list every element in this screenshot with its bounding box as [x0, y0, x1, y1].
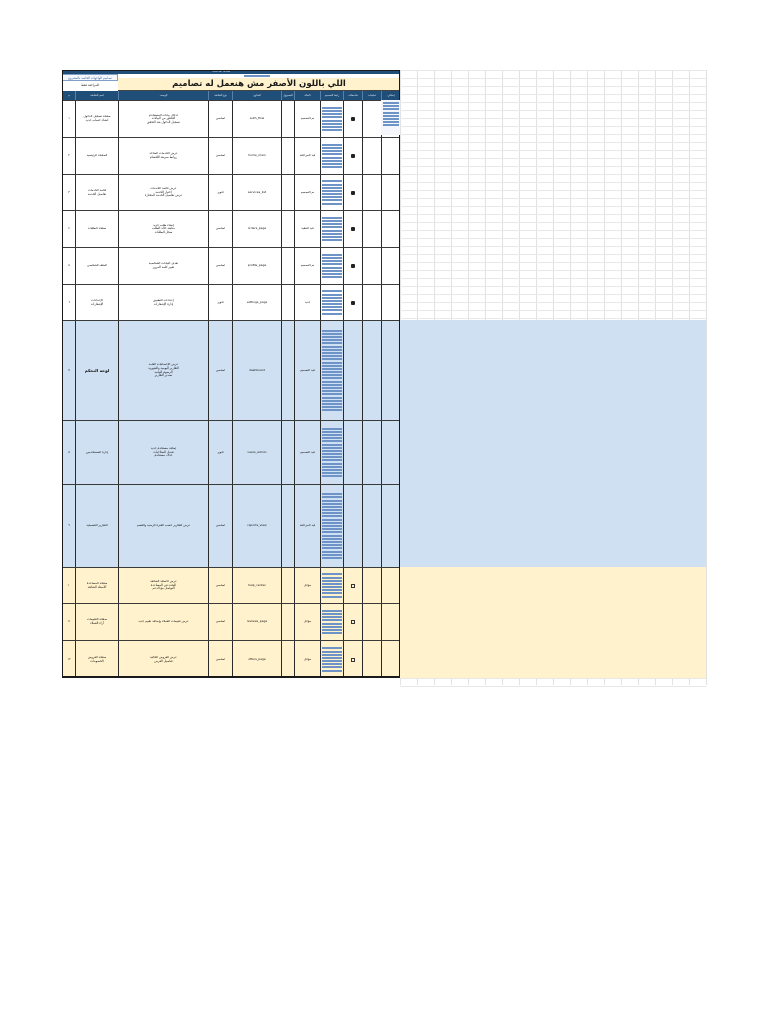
- status-cell-text: قيد التنفيذ: [301, 227, 314, 231]
- component-id-text: dashboard: [249, 368, 265, 372]
- status-cell-text: قيد المراجعة: [299, 154, 316, 158]
- grid-row-line: [400, 94, 706, 95]
- grid-row-line: [400, 166, 706, 167]
- status-cell-text: جديد: [304, 300, 311, 304]
- component-id-text: settings_page: [246, 300, 268, 304]
- status-cell-text: مؤجل: [303, 657, 312, 661]
- row-index-text: ١١: [67, 620, 71, 624]
- top-title-label: Internal Sheet: [212, 70, 231, 73]
- grid-row-line: [400, 278, 706, 279]
- grid-row-line: [400, 254, 706, 255]
- grid-row-line: [400, 318, 706, 319]
- row-index-text: ٩: [68, 524, 70, 528]
- feature-name-text: الصفحة الرئيسية: [86, 154, 108, 158]
- grid-row-line: [400, 310, 706, 311]
- feature-description-text: عرض العروض الحالية تفاصيل العرض: [150, 655, 177, 663]
- feature-description-text: إضافة مستخدم جديد تعديل الصلاحيات حذف مستخدم: [150, 447, 177, 458]
- row-index-text: ٨: [68, 450, 70, 454]
- feature-name-text: صفحة المساعدة الأسئلة الشائعة: [86, 581, 108, 589]
- grid-row-line: [400, 302, 706, 303]
- feature-description-text: عرض قائمة الخدمات اختيار الخدمة عرض تفاصيل الخدمة المختارة: [144, 187, 183, 198]
- status-cell-text: قيد المراجعة: [299, 524, 316, 528]
- component-id-text: auth_flow: [249, 117, 265, 121]
- yellow-banner-text: اللي باللون الأصفر مش هنعمل له تصاميم: [172, 79, 346, 89]
- grid-row-line: [400, 294, 706, 295]
- component-id-text: reviews_page: [246, 620, 268, 624]
- screen-type-text: أساسي: [215, 620, 226, 624]
- feature-name-text: صفحة التقييمات آراء العملاء: [86, 618, 108, 625]
- grid-row-line: [400, 286, 706, 287]
- col-design-header[interactable]: رابط التصميم: [320, 91, 343, 100]
- status-cell-text: تم التصميم: [300, 117, 315, 121]
- feature-description-text: ادخال بيانات المستخدم التحقق من البيانات تسجيل الدخول بعد التحقق: [147, 113, 180, 124]
- grid-row-line: [400, 678, 706, 679]
- grid-row-line: [400, 206, 706, 207]
- grid-row-line: [400, 190, 706, 191]
- side-link-stack[interactable]: [383, 102, 399, 126]
- screen-type-text: أساسي: [215, 154, 226, 158]
- feature-name-text: قائمة الخدمات تفاصيل الخدمة: [87, 188, 107, 196]
- grid-row-line: [400, 150, 706, 151]
- grid-row-line: [400, 222, 706, 223]
- feature-description-text: عرض الأسئلة الشائعة البحث في المساعدة التواصل مع الدعم: [150, 580, 177, 591]
- grid-row-line: [400, 182, 706, 183]
- table-frame: [62, 70, 400, 678]
- component-id-text: offers_page: [248, 657, 266, 661]
- screen-type-text: أساسي: [215, 368, 226, 372]
- title-cell-text: تصاميم الواجهات الخاصة بالمشروع: [68, 75, 112, 80]
- component-id-text: help_center: [248, 583, 266, 587]
- grid-row-line: [400, 238, 706, 239]
- row-index-text: ٧: [68, 368, 70, 372]
- feature-name-text: لوحة التحكم: [84, 368, 110, 373]
- grid-col-line: [706, 70, 707, 685]
- screen-type-text: ثانوي: [217, 450, 224, 454]
- screen-type-text: أساسي: [215, 227, 226, 231]
- row-index-text: ١: [68, 117, 70, 121]
- status-cell-text: تم التصميم: [300, 190, 315, 194]
- col-feature-header[interactable]: اسم الشاشة: [75, 91, 118, 100]
- col-component-header[interactable]: المكون: [232, 91, 281, 100]
- grid-row-line: [400, 102, 706, 103]
- feature-name-text: الإعدادات الإشعارات: [90, 298, 104, 306]
- grid-row-line: [400, 686, 706, 687]
- feature-description-text: عرض الإحصائيات العامة التقارير اليومية والشهرية الرسوم البيانية تصدير التقارير: [148, 363, 179, 378]
- row-index-text: ٥: [68, 264, 70, 268]
- blue-band-extension: [400, 320, 706, 567]
- yellow-band-extension: [400, 567, 706, 678]
- component-id-text: users_admin: [247, 450, 267, 454]
- row-index-text: ١٠: [67, 583, 71, 587]
- grid-row-line: [400, 70, 706, 71]
- grid-row-line: [400, 86, 706, 87]
- grid-row-line: [400, 214, 706, 215]
- table-bottom-border: [62, 676, 400, 678]
- grid-row-line: [400, 118, 706, 119]
- feature-name-text: صفحة تسجيل الدخول انشاء حساب جديد: [83, 115, 111, 122]
- feature-description-text: تعديل البيانات الشخصية تغيير كلمة المرور: [148, 262, 179, 269]
- screen-type-text: أساسي: [215, 264, 226, 268]
- feature-name-text: صفحة الطلبات: [87, 227, 107, 231]
- side-links: [381, 100, 400, 135]
- component-id-text: profile_page: [247, 264, 267, 268]
- screen-type-text: أساسي: [215, 583, 226, 587]
- feature-name-text: صفحة العروض الخصومات: [87, 655, 107, 663]
- col-status-header[interactable]: الحالة: [294, 91, 320, 100]
- component-id-text: services_list: [247, 190, 267, 194]
- col-description-header[interactable]: الوصف: [118, 91, 208, 100]
- feature-description-text: إنشاء طلب جديد متابعة حالة الطلب سجل الطلبات: [152, 223, 175, 234]
- grid-row-line: [400, 158, 706, 159]
- grid-row-line: [400, 110, 706, 111]
- grid-row-line: [400, 230, 706, 231]
- grid-row-line: [400, 134, 706, 135]
- status-cell-text: قيد التصميم: [300, 368, 315, 372]
- feature-description-text: عرض التقارير حسب الفترة الزمنية والقسم: [136, 524, 191, 528]
- grid-row-line: [400, 270, 706, 271]
- screen-type-text: أساسي: [215, 524, 226, 528]
- component-id-text: home_main: [248, 154, 266, 158]
- component-id-text: reports_view: [247, 524, 267, 528]
- feature-name-text: التقارير التفصيلية: [86, 524, 108, 528]
- grid-row-line: [400, 142, 706, 143]
- col-flag-header[interactable]: ملاحظات: [343, 91, 362, 100]
- col-extra-header[interactable]: إضافي: [381, 91, 400, 100]
- component-id-text: orders_page: [247, 227, 267, 231]
- row-index-text: ٣: [68, 190, 70, 194]
- grid-row-line: [400, 126, 706, 127]
- grid-row-line: [400, 262, 706, 263]
- status-cell-text: مؤجل: [303, 583, 312, 587]
- row-index-text: ١٢: [67, 657, 71, 661]
- screen-type-text: ثانوي: [217, 190, 224, 194]
- feature-name-text: الملف الشخصي: [87, 264, 107, 268]
- status-cell-text: مؤجل: [303, 620, 312, 624]
- row-index-text: ٤: [68, 227, 70, 231]
- col-notes-header[interactable]: تعليقات: [362, 91, 381, 100]
- col-owner-header[interactable]: المسؤول: [281, 91, 294, 100]
- screen-type-text: ثانوي: [217, 300, 224, 304]
- screen-type-text: أساسي: [215, 657, 226, 661]
- feature-name-text: إدارة المستخدمين: [85, 450, 109, 454]
- grid-row-line: [400, 198, 706, 199]
- grid-row-line: [400, 246, 706, 247]
- status-cell-text: قيد التصميم: [300, 450, 315, 454]
- status-cell-text: تم التصميم: [300, 264, 315, 268]
- col-type-header[interactable]: نوع الشاشة: [208, 91, 232, 100]
- row-index-text: ٦: [68, 300, 70, 304]
- col-index-header[interactable]: م: [62, 91, 75, 100]
- screen-type-text: أساسي: [215, 117, 226, 121]
- grid-row-line: [400, 174, 706, 175]
- feature-description-text: إعدادات التطبيق إدارة الإشعارات: [153, 298, 174, 306]
- row-index-text: ٢: [68, 154, 70, 158]
- feature-description-text: عرض الخدمات المتاحة روابط سريعة للأقسام: [149, 152, 178, 159]
- subtitle-cell-text: للمراجعة فقط: [81, 83, 99, 87]
- feature-description-text: عرض تقييمات العملاء وإضافة تقييم جديد: [138, 620, 189, 624]
- grid-row-line: [400, 78, 706, 79]
